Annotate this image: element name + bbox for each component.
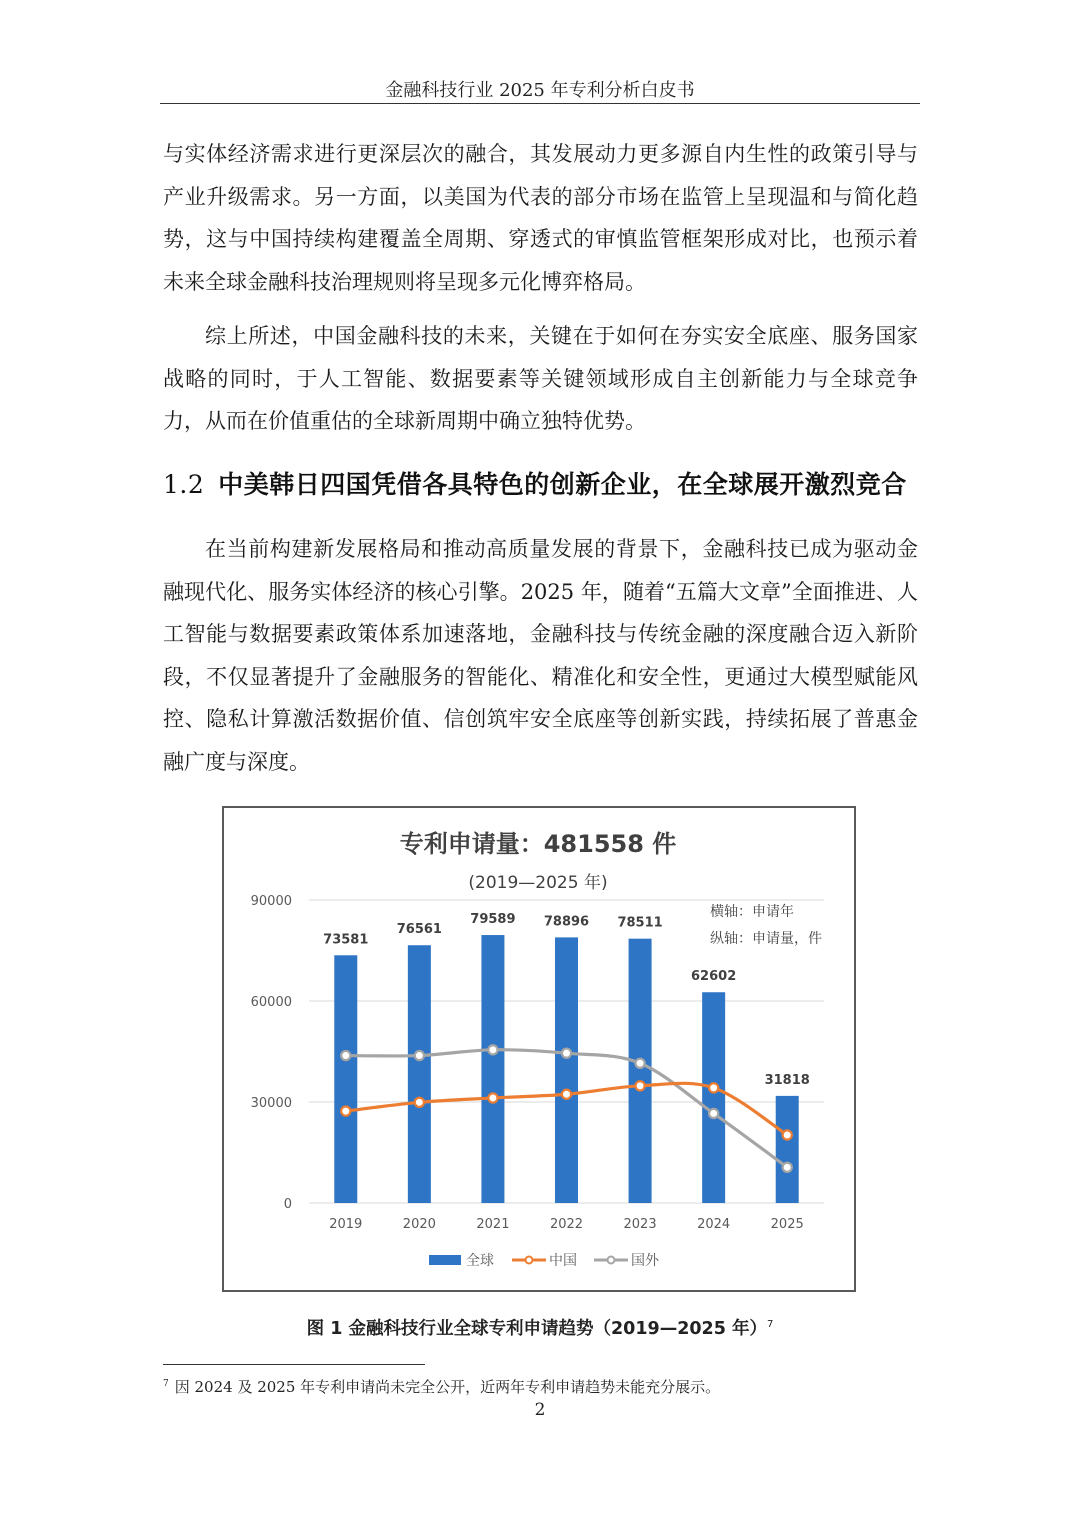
- paragraph-1: 与实体经济需求进行更深层次的融合，其发展动力更多源自内生性的政策引导与产业升级需求。另一方面，以美国为代表的部分市场在监管上呈现温和与简化趋势，这与中国持续构建覆盖全周期、穿透式的审慎监管框架形成对比，也预示着未来全球金融科技治理规则将呈现多元化博弈格局。: [163, 142, 918, 294]
- x-tick-label: 2024: [697, 1217, 731, 1232]
- legend-label-国外: 国外: [631, 1253, 659, 1269]
- x-axis-annotation: 横轴：申请年: [710, 904, 794, 920]
- legend-marker-中国: [526, 1257, 533, 1264]
- footnote: [163, 1376, 720, 1397]
- chart-title: 专利申请量：481558 件: [399, 830, 677, 858]
- y-axis-annotation: 纵轴：申请量，件: [710, 931, 822, 947]
- bar-2025: [776, 1096, 799, 1203]
- x-tick-label: 2025: [770, 1217, 804, 1232]
- x-tick-labels: [329, 1217, 804, 1232]
- point-国外-2025: [783, 1163, 792, 1172]
- figure-caption: [160, 1315, 920, 1340]
- bar-2023: [629, 939, 652, 1203]
- x-tick-label: 2023: [623, 1217, 657, 1232]
- legend-label-中国: 中国: [549, 1253, 577, 1269]
- y-tick-label: 30000: [250, 1096, 292, 1111]
- bar-2024: [702, 992, 725, 1203]
- page-number: 2: [534, 1400, 546, 1420]
- point-中国-2023: [635, 1081, 644, 1090]
- running-header: 金融科技行业 2025 年专利分析白皮书: [385, 80, 695, 101]
- bar-data-label: 76561: [396, 922, 442, 938]
- bar-data-label: 73581: [323, 932, 369, 948]
- paragraph-3: 在当前构建新发展格局和推动高质量发展的背景下，金融科技已成为驱动金融现代化、服务实体经济的核心引擎。2025 年，随着“五篇大文章”全面推进、人工智能与数据要素政策体系加速落地，金融科技与传统金融的深度融合迈入新阶段，不仅显著提升了金融服务的智能化、精准化和安全性，更通过大模型赋能风控、隐私计算激活数据价值、信创筑牢安全底座等创新实践，持续拓展了普惠金融广度与深度。: [163, 537, 918, 774]
- legend-swatch-全球: [429, 1255, 461, 1265]
- point-国外-2023: [635, 1059, 644, 1068]
- bar-2021: [481, 935, 504, 1203]
- point-国外-2022: [562, 1049, 571, 1058]
- bar-data-label: 78896: [543, 914, 590, 930]
- bar-2019: [334, 955, 357, 1203]
- section-number: 1.2: [163, 470, 205, 499]
- x-tick-label: 2019: [329, 1217, 363, 1232]
- header-rule: [160, 103, 920, 104]
- legend: [429, 1252, 660, 1269]
- y-tick-label: 0: [283, 1197, 292, 1212]
- x-tick-label: 2020: [402, 1217, 436, 1232]
- figure-caption-text: 图 1 金融科技行业全球专利申请趋势（2019—2025 年）: [306, 1319, 767, 1339]
- y-tick-label: 90000: [250, 894, 292, 909]
- footnote-rule: [163, 1364, 425, 1365]
- footnote-text: 因 2024 及 2025 年专利申请尚未完全公开，近两年专利申请趋势未能充分展示。: [174, 1378, 721, 1396]
- point-中国-2020: [415, 1098, 424, 1107]
- point-国外-2021: [488, 1045, 497, 1054]
- legend-label-全球: 全球: [466, 1253, 494, 1269]
- footnote-mark: 7: [163, 1379, 169, 1389]
- point-中国-2024: [709, 1083, 718, 1092]
- chart-subtitle: (2019—2025 年): [468, 873, 608, 893]
- point-中国-2021: [488, 1093, 497, 1102]
- x-tick-label: 2021: [476, 1217, 510, 1232]
- bar-2022: [555, 937, 578, 1203]
- point-中国-2025: [783, 1130, 792, 1139]
- y-tick-label: 60000: [250, 995, 292, 1010]
- point-中国-2022: [562, 1090, 571, 1099]
- point-国外-2024: [709, 1109, 718, 1118]
- y-tick-labels: [251, 894, 292, 1212]
- figure-note-mark: 7: [767, 1319, 774, 1331]
- bar-data-label: 78511: [617, 915, 663, 931]
- legend-marker-国外: [608, 1257, 615, 1264]
- point-国外-2019: [341, 1051, 350, 1060]
- bar-2020: [408, 945, 431, 1203]
- bar-data-label: 79589: [470, 912, 516, 928]
- chart-frame: [222, 806, 856, 1292]
- point-国外-2020: [415, 1051, 424, 1060]
- paragraph-2: 综上所述，中国金融科技的未来，关键在于如何在夯实安全底座、服务国家战略的同时，于人工智能、数据要素等关键领域形成自主创新能力与全球竞争力，从而在价值重估的全球新周期中确立独特优势。: [163, 324, 918, 433]
- section-heading: [163, 465, 907, 501]
- patent-trend-chart: [224, 808, 853, 1289]
- point-中国-2019: [341, 1106, 350, 1115]
- bar-data-label: 31818: [764, 1072, 810, 1088]
- bar-data-label: 62602: [691, 969, 737, 985]
- x-tick-label: 2022: [549, 1217, 584, 1232]
- section-title-text: 中美韩日四国凭借各具特色的创新企业，在全球展开激烈竞合: [218, 470, 907, 499]
